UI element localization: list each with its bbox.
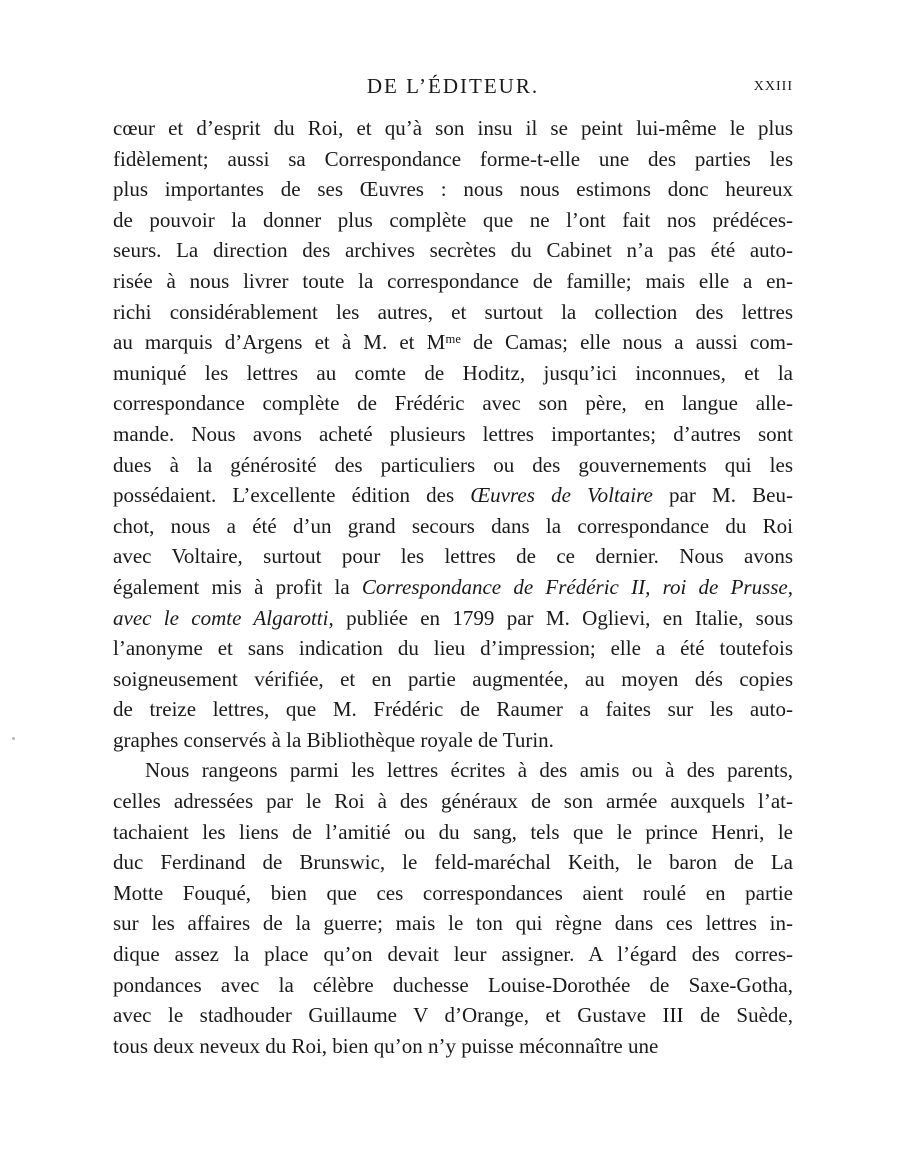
text-line: au marquis d’Argens et à M. et Mᵐᵉ de Camas; elle nous a aussi com- [113, 330, 793, 355]
text-line: duc Ferdinand de Brunswic, le feld-maréchal Keith, le baron de La [113, 850, 793, 875]
text-line: pondances avec la célèbre duchesse Louise-Dorothée de Saxe-Gotha, [113, 972, 793, 997]
text-line: avec Voltaire, surtout pour les lettres de ce dernier. Nous avons [113, 544, 793, 569]
text-line: tachaient les liens de l’amitié ou du sang, tels que le prince Henri, le [113, 819, 793, 844]
italic-title: avec le comte Algarotti, [113, 605, 334, 630]
running-head [113, 74, 793, 110]
text-line: avec le comte Algarotti, publiée en 1799 par M. Oglievi, en Italie, sous [113, 605, 793, 630]
text-line: dues à la générosité des particuliers ou des gouvernements qui les [113, 452, 793, 477]
text-line: chot, nous a été d’un grand secours dans la correspondance du Roi [113, 513, 793, 538]
text-line: avec le stadhouder Guillaume V d’Orange, et Gustave III de Suède, [113, 1003, 793, 1028]
text-line: plus importantes de ses Œuvres : nous nous estimons donc heureux [113, 177, 793, 202]
text-line: celles adressées par le Roi à des généraux de son armée auxquels l’at- [113, 789, 793, 814]
text-line: seurs. La direction des archives secrètes du Cabinet n’a pas été auto- [113, 238, 793, 263]
text-line: Motte Fouqué, bien que ces correspondances aient roulé en partie [113, 880, 793, 905]
text-line: tous deux neveux du Roi, bien qu’on n’y puisse méconnaître une [113, 1033, 659, 1058]
text-line: de treize lettres, que M. Frédéric de Raumer a faites sur les auto- [113, 697, 793, 722]
page-number: XXIII [753, 79, 793, 94]
page-speck [12, 737, 15, 740]
text-line: possédaient. L’excellente édition des Œuvres de Voltaire par M. Beu- [113, 483, 793, 508]
text-line: dique assez la place qu’on devait leur assigner. A l’égard des corres- [113, 942, 793, 967]
italic-title: Correspondance de Frédéric II, roi de Prusse, [361, 574, 793, 599]
text-line: graphes conservés à la Bibliothèque royale de Turin. [113, 727, 554, 752]
text-line: fidèlement; aussi sa Correspondance forme-t-elle une des parties les [113, 146, 793, 171]
text-line: risée à nous livrer toute la correspondance de famille; mais elle a en- [113, 268, 793, 293]
body-text [113, 113, 793, 1061]
text-line: l’anonyme et sans indication du lieu d’impression; elle a été toutefois [113, 636, 793, 661]
paragraph [113, 113, 793, 755]
paragraph [113, 755, 793, 1061]
text-line: muniqué les lettres au comte de Hoditz, jusqu’ici inconnues, et la [113, 360, 793, 385]
text-line: également mis à profit la Correspondance de Frédéric II, roi de Prusse, [113, 574, 793, 599]
chapter-heading: DE L’ÉDITEUR. [366, 74, 540, 98]
text-line: Nous rangeons parmi les lettres écrites à des amis ou à des parents, [145, 758, 793, 783]
text-line: correspondance complète de Frédéric avec son père, en langue alle- [113, 391, 793, 416]
text-line: de pouvoir la donner plus complète que ne l’ont fait nos prédéces- [113, 207, 793, 232]
italic-title: Œuvres de Voltaire [470, 483, 653, 508]
text-line: sur les affaires de la guerre; mais le ton qui règne dans ces lettres in- [113, 911, 793, 936]
text-line: richi considérablement les autres, et surtout la collection des lettres [113, 299, 793, 324]
text-line: soigneusement vérifiée, et en partie augmentée, au moyen dés copies [113, 666, 793, 691]
text-line: cœur et d’esprit du Roi, et qu’à son insu il se peint lui-même le plus [113, 116, 793, 140]
text-line: mande. Nous avons acheté plusieurs lettres importantes; d’autres sont [113, 421, 793, 446]
